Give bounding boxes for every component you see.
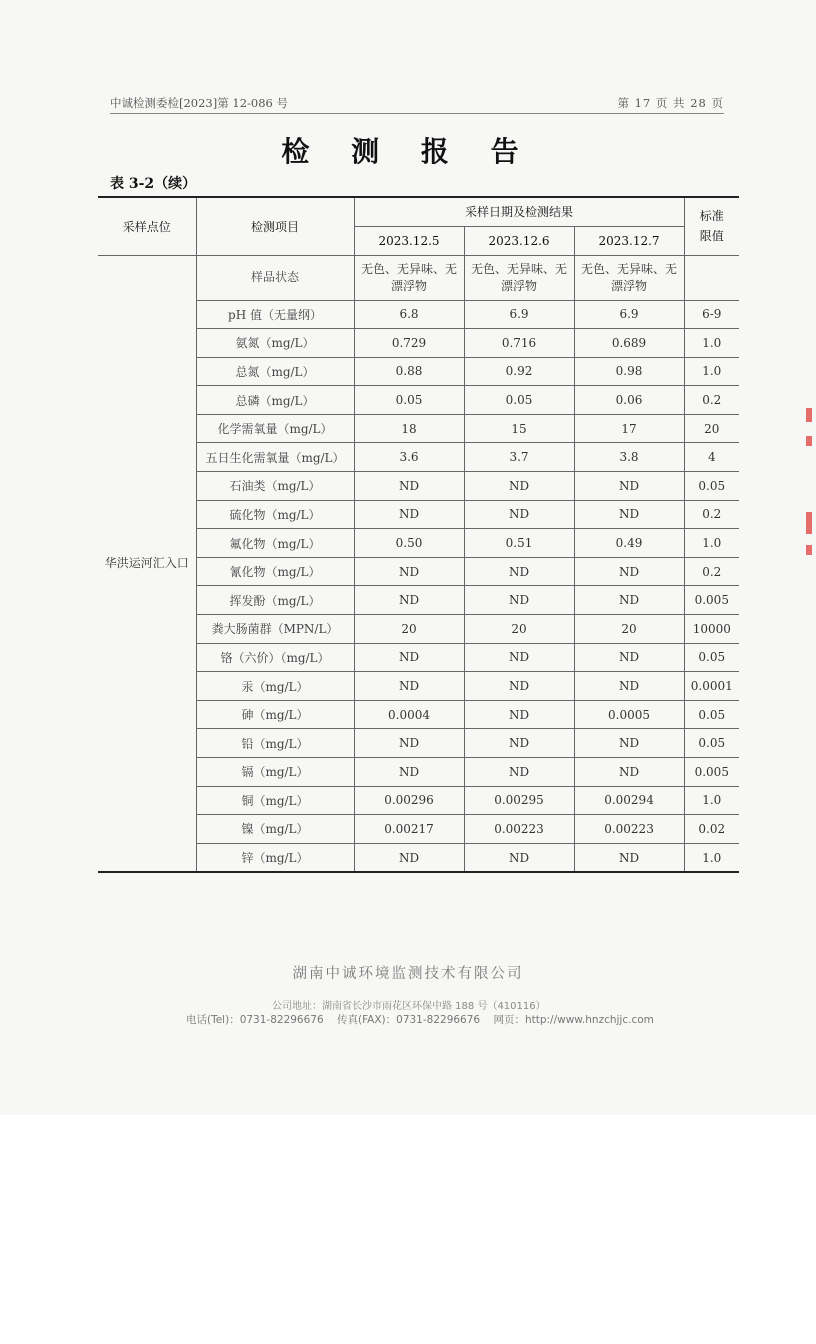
value-cell: 6.9 [574, 300, 684, 329]
item-cell: 氨氮（mg/L） [196, 329, 354, 358]
table-caption: 表 3-2（续） [110, 176, 197, 192]
limit-cell: 20 [684, 414, 739, 443]
item-cell: 镍（mg/L） [196, 815, 354, 844]
item-cell: 氰化物（mg/L） [196, 557, 354, 586]
website-link[interactable]: 网页：http://www.hnzchjjc.com [493, 1014, 654, 1026]
value-cell: ND [354, 472, 464, 501]
value-cell: ND [574, 643, 684, 672]
company-name: 湖南中诚环境监测技术有限公司 [292, 966, 524, 982]
value-cell: 6.9 [464, 300, 574, 329]
value-cell: 0.05 [464, 386, 574, 415]
results-table [98, 196, 739, 873]
item-cell: 挥发酚（mg/L） [196, 586, 354, 615]
value-cell: ND [354, 643, 464, 672]
value-cell: 0.716 [464, 329, 574, 358]
value-cell: 0.05 [354, 386, 464, 415]
value-cell: 20 [354, 615, 464, 644]
value-cell: ND [464, 758, 574, 787]
value-cell: 0.0005 [574, 700, 684, 729]
value-cell: ND [464, 500, 574, 529]
value-cell: 0.51 [464, 529, 574, 558]
value-cell: 0.00294 [574, 786, 684, 815]
value-cell: 3.8 [574, 443, 684, 472]
value-cell: ND [574, 472, 684, 501]
report-title: 检 测 报 告 [281, 135, 535, 168]
item-cell: 锌（mg/L） [196, 843, 354, 872]
header-date: 2023.12.5 [354, 226, 464, 255]
value-cell: 无色、无异味、无漂浮物 [464, 255, 574, 300]
value-cell: ND [574, 672, 684, 701]
site-cell: 华洪运河汇入口 [98, 255, 196, 872]
limit-cell: 4 [684, 443, 739, 472]
limit-cell: 6-9 [684, 300, 739, 329]
item-cell: 铅（mg/L） [196, 729, 354, 758]
item-cell: 铬（六价）（mg/L） [196, 643, 354, 672]
value-cell: 0.98 [574, 357, 684, 386]
value-cell: 15 [464, 414, 574, 443]
value-cell: 6.8 [354, 300, 464, 329]
limit-cell: 0.2 [684, 557, 739, 586]
value-cell: 20 [574, 615, 684, 644]
item-cell: 镉（mg/L） [196, 758, 354, 787]
value-cell: ND [574, 500, 684, 529]
item-cell: pH 值（无量纲） [196, 300, 354, 329]
value-cell: 0.00295 [464, 786, 574, 815]
item-cell: 总氮（mg/L） [196, 357, 354, 386]
value-cell: ND [574, 758, 684, 787]
value-cell: ND [464, 586, 574, 615]
item-cell: 硫化物（mg/L） [196, 500, 354, 529]
value-cell: 无色、无异味、无漂浮物 [354, 255, 464, 300]
item-cell: 石油类（mg/L） [196, 472, 354, 501]
value-cell: 0.06 [574, 386, 684, 415]
value-cell: ND [464, 672, 574, 701]
value-cell: ND [354, 843, 464, 872]
limit-cell: 10000 [684, 615, 739, 644]
value-cell: ND [354, 758, 464, 787]
phone-number: 电话(Tel)：0731-82296676 [186, 1014, 324, 1026]
value-cell: ND [464, 643, 574, 672]
limit-cell: 0.05 [684, 700, 739, 729]
limit-cell: 0.2 [684, 500, 739, 529]
value-cell: 0.88 [354, 357, 464, 386]
value-cell: 0.92 [464, 357, 574, 386]
seal-edge-mark [806, 436, 812, 446]
value-cell: 0.0004 [354, 700, 464, 729]
value-cell: ND [354, 729, 464, 758]
value-cell: ND [354, 500, 464, 529]
item-cell: 氟化物（mg/L） [196, 529, 354, 558]
value-cell: ND [574, 843, 684, 872]
company-contact [186, 1012, 664, 1027]
value-cell: ND [464, 472, 574, 501]
value-cell: ND [464, 729, 574, 758]
value-cell: 0.50 [354, 529, 464, 558]
value-cell: ND [354, 557, 464, 586]
value-cell: ND [574, 729, 684, 758]
limit-cell: 1.0 [684, 357, 739, 386]
fax-number: 传真(FAX)：0731-82296676 [337, 1014, 481, 1026]
report-number: 中诚检测委检[2023]第 12-086 号 [110, 96, 289, 110]
limit-cell: 0.05 [684, 472, 739, 501]
limit-cell: 0.05 [684, 643, 739, 672]
header-site: 采样点位 [98, 197, 196, 255]
value-cell: 0.00296 [354, 786, 464, 815]
limit-cell: 0.005 [684, 586, 739, 615]
value-cell: 3.6 [354, 443, 464, 472]
value-cell: ND [574, 586, 684, 615]
limit-cell: 1.0 [684, 329, 739, 358]
item-cell: 样品状态 [196, 255, 354, 300]
limit-cell: 0.02 [684, 815, 739, 844]
value-cell: ND [464, 700, 574, 729]
limit-cell: 1.0 [684, 843, 739, 872]
header-limit: 标准限值 [684, 197, 739, 255]
item-cell: 五日生化需氧量（mg/L） [196, 443, 354, 472]
item-cell: 汞（mg/L） [196, 672, 354, 701]
value-cell: 0.00217 [354, 815, 464, 844]
value-cell: 0.00223 [464, 815, 574, 844]
table-row [98, 255, 739, 300]
value-cell: 0.689 [574, 329, 684, 358]
seal-edge-mark [806, 408, 812, 422]
table-body [98, 255, 739, 872]
header-date: 2023.12.6 [464, 226, 574, 255]
item-cell: 铜（mg/L） [196, 786, 354, 815]
value-cell: 20 [464, 615, 574, 644]
company-address: 公司地址：湖南省长沙市雨花区环保中路 188 号（410116） [272, 1001, 546, 1012]
header-dates-group: 采样日期及检测结果 [354, 197, 684, 226]
limit-cell: 0.005 [684, 758, 739, 787]
page-number: 第 17 页 共 28 页 [617, 96, 724, 110]
limit-cell: 0.2 [684, 386, 739, 415]
value-cell: 无色、无异味、无漂浮物 [574, 255, 684, 300]
value-cell: ND [464, 843, 574, 872]
value-cell: 17 [574, 414, 684, 443]
value-cell: 3.7 [464, 443, 574, 472]
seal-edge-mark [806, 545, 812, 555]
seal-edge-mark [806, 512, 812, 534]
value-cell: 0.729 [354, 329, 464, 358]
limit-cell: 1.0 [684, 786, 739, 815]
value-cell: ND [354, 586, 464, 615]
value-cell: 18 [354, 414, 464, 443]
value-cell: ND [464, 557, 574, 586]
item-cell: 粪大肠菌群（MPN/L） [196, 615, 354, 644]
item-cell: 化学需氧量（mg/L） [196, 414, 354, 443]
limit-cell [684, 255, 739, 300]
item-cell: 总磷（mg/L） [196, 386, 354, 415]
value-cell: 0.49 [574, 529, 684, 558]
limit-cell: 1.0 [684, 529, 739, 558]
limit-cell: 0.0001 [684, 672, 739, 701]
value-cell: ND [354, 672, 464, 701]
limit-cell: 0.05 [684, 729, 739, 758]
header-item: 检测项目 [196, 197, 354, 255]
item-cell: 砷（mg/L） [196, 700, 354, 729]
value-cell: 0.00223 [574, 815, 684, 844]
page-header [110, 95, 724, 114]
value-cell: ND [574, 557, 684, 586]
header-date: 2023.12.7 [574, 226, 684, 255]
